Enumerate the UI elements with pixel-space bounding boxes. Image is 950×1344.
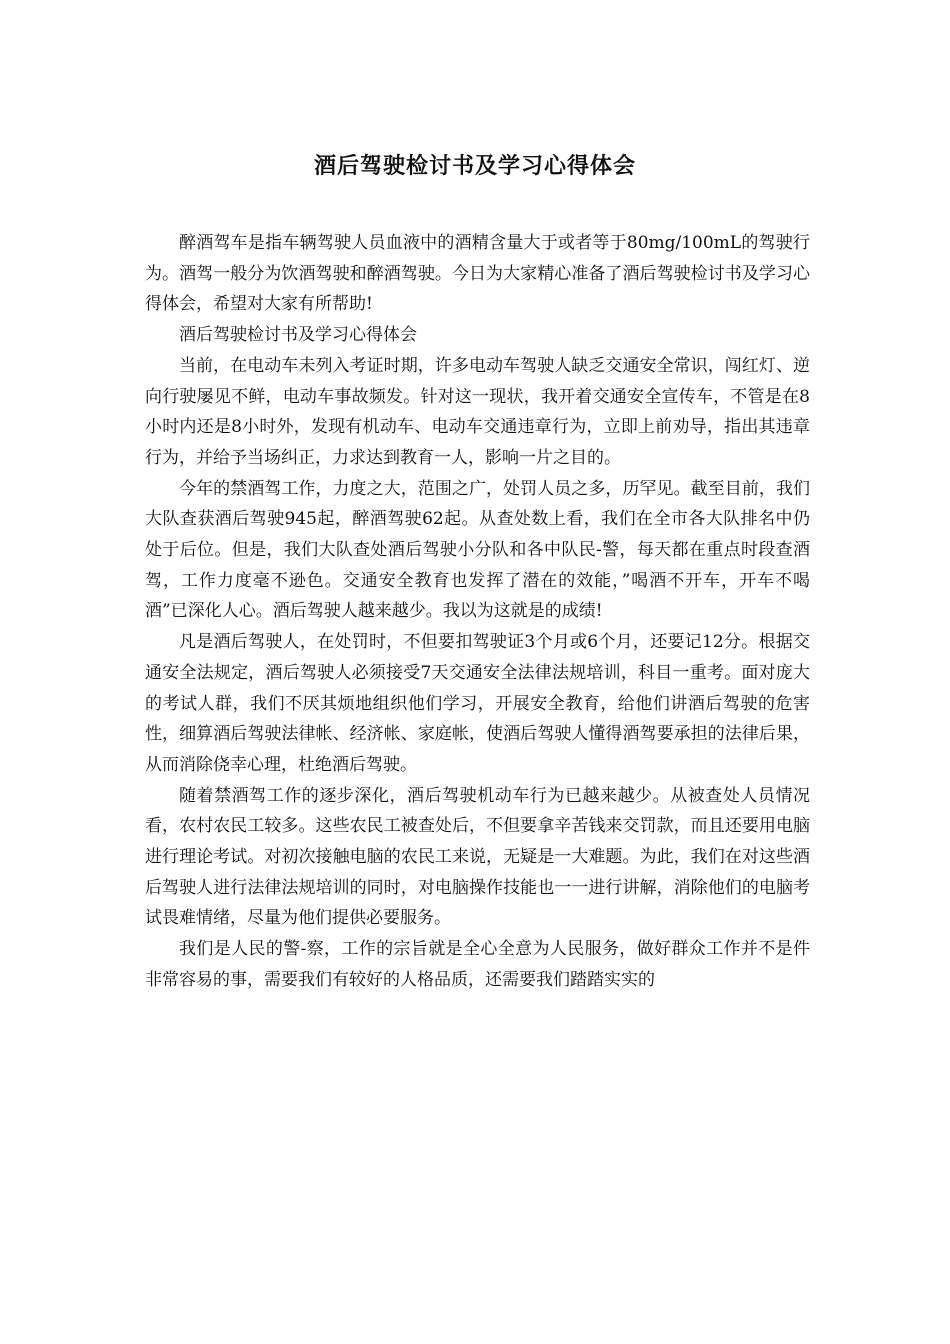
intro-paragraph: 醉酒驾车是指车辆驾驶人员血液中的酒精含量大于或者等于80mg/100mL的驾驶行为。酒驾一般分为饮酒驾驶和醉酒驾驶。今日为大家精心准备了酒后驾驶检讨书及学习心得体会，希望对大家有所帮助! (145, 233, 810, 315)
document-body (145, 228, 810, 996)
body-paragraph: 随着禁酒驾工作的逐步深化，酒后驾驶机动车行为已越来越少。从被查处人员情况看，农村农民工较多。这些农民工被查处后，不但要拿辛苦钱来交罚款，而且还要用电脑进行理论考试。对初次接触电脑的农民工来说，无疑是一大难题。为此，我们在对这些酒后驾驶人进行法律法规培训的同时，对电脑操作技能也一一进行讲解，消除他们的电脑考试畏难情绪，尽量为他们提供必要服务。 (145, 785, 810, 929)
body-paragraph: 今年的禁酒驾工作，力度之大，范围之广，处罚人员之多，历罕见。截至目前，我们大队查获酒后驾驶945起，醉酒驾驶62起。从查处数上看，我们在全市各大队排名中仍处于后位。但是，我们大队查处酒后驾驶小分队和各中队民-警，每天都在重点时段查酒驾，工作力度毫不逊色。交通安全教育也发挥了潜在的效能，”喝酒不开车，开车不喝酒”已深化人心。酒后驾驶人越来越少。我以为这就是的成绩! (145, 478, 810, 622)
section-heading: 酒后驾驶检讨书及学习心得体会 (179, 325, 417, 346)
body-paragraph: 凡是酒后驾驶人，在处罚时，不但要扣驾驶证3个月或6个月，还要记12分。根据交通安全法规定，酒后驾驶人必须接受7天交通安全法律法规培训，科目一重考。面对庞大的考试人群，我们不厌其烦地组织他们学习，开展安全教育，给他们讲酒后驾驶的危害性，细算酒后驾驶法律帐、经济帐、家庭帐，使酒后驾驶人懂得酒驾要承担的法律后果，从而消除侥幸心理，杜绝酒后驾驶。 (145, 632, 810, 775)
document-title: 酒后驾驶检讨书及学习心得体会 (313, 153, 636, 179)
body-paragraph: 我们是人民的警-察，工作的宗旨就是全心全意为人民服务，做好群众工作并不是件非常容易的事，需要我们有较好的人格品质，还需要我们踏踏实实的 (145, 939, 810, 990)
body-paragraph: 当前，在电动车未列入考证时期，许多电动车驾驶人缺乏交通安全常识，闯红灯、逆向行驶屡见不鲜，电动车事故频发。针对这一现状，我开着交通安全宣传车，不管是在8小时内还是8小时外，发现有机动车、电动车交通违章行为，立即上前劝导，指出其违章行为，并给予当场纠正，力求达到教育一人，影响一片之目的。 (145, 355, 810, 468)
